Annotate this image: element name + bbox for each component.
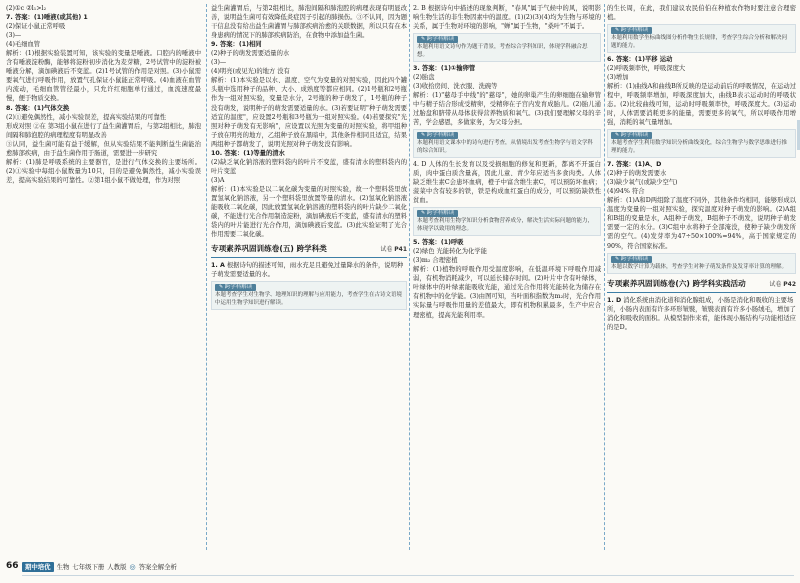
answer-text: (4)明亮(或见光)的地方 没有 bbox=[211, 68, 290, 76]
interdisciplinary-tip bbox=[607, 24, 796, 53]
answer-text: (3)A bbox=[211, 176, 225, 184]
answer-text: 的生长周，在此，我们建议农民伯伯在种植农作物时要注意合理密植。 bbox=[607, 5, 796, 22]
page-footer bbox=[0, 553, 800, 583]
interdisciplinary-tip bbox=[607, 253, 796, 274]
answer-heading: 8. 答案：(1)气体交换 bbox=[6, 104, 70, 112]
answer-text: (3)— bbox=[211, 59, 227, 67]
answer-heading: 10. 答案：(1)等量的清水 bbox=[211, 149, 285, 157]
grade-label: 七年级下册 bbox=[72, 563, 105, 571]
tip-text: 本题考查利用生物学知识分析食物营养成分，解决生活实际问题的能力，体现学以致用的理念。 bbox=[417, 218, 594, 232]
answer-text: 解析：(1)本实验是以二氧化碳为变量的对照实验，故一个塑料袋里放置氢氧化钠溶液，另一个塑料袋里放置等量的清水。(2)氢氧化钠溶液能吸收二氧化碳，因此放置氢氧化钠溶液的塑料袋内的叶片缺少二氧化碳，不能进行光合作用制造淀粉，滴加碘液后不变蓝，盛有清水的塑料袋内的叶片能进行光合作用，滴加碘液后变蓝。(3)此实验证明了光合作用需要二氧化碳。 bbox=[211, 185, 407, 239]
answer-text: 解析：(1)曲线A和曲线B所反映的是运动前后的呼吸情况，在运动过程中，呼吸频率增加，呼吸深度加大，曲线B表示运动时的呼吸状态。(2)比较曲线可知，运动时呼吸频率快，呼吸深度大。(3)运动时，人体需要消耗更多的能量，需要更多的氧气，所以呼吸作用增强，消耗的氧气量增加。 bbox=[607, 83, 796, 127]
tip-tag: ✎ 跨学科解读 bbox=[417, 210, 458, 217]
section-title bbox=[211, 243, 407, 258]
answer-heading: 3. 答案：(1)①输卵管 bbox=[413, 64, 476, 72]
answer-heading: 5. 答案：(1)呼吸 bbox=[413, 239, 464, 247]
answer-text: (4)毛细血管 bbox=[6, 41, 41, 49]
answer-text: (2)种子的萌发需要水 bbox=[607, 170, 667, 178]
interdisciplinary-tip bbox=[413, 207, 601, 236]
answer-text: 解析：(1)A和D两组除了温度不同外，其他条件均相同，能够形成以温度为变量的一组对照实验，探究温度对种子萌发的影响。(2)A组和B组的变量是水，A组种子萌发，B组种子不萌发，说明种子萌发需要一定的水分。(3)C组中水将种子全部淹没，使种子缺少萌发所需的空气。(4)发芽率为47÷50×100%=94%，高于国家规定的90%，符合国家标准。 bbox=[607, 197, 796, 250]
answer-text: 益生菌灌胃后，与第2组相比，肺泡间隔和肺泡腔的病理表现有明显改善，说明益生菌可有效降低炎症因子引起的肺损伤。③不认同，因为题干信息没有给出益生菌灌胃与肺部疾病治愈的关联数据，所以只有在本身患病的情况下的肺部疾病防治，在食物中添加益生菌。 bbox=[211, 5, 407, 40]
footer-band bbox=[22, 561, 177, 572]
column-divider bbox=[409, 4, 410, 550]
tip-tag: ✎ 跨学科解读 bbox=[417, 36, 458, 43]
answer-text: 2. B 根据诗句中描述的现象判断，"春风"属于气候中的风，说明影响生物生活的非生物因素中的温度。(1)(2)(3)(4)均为生物与环境的关系，属于生物对环境的影响，"蝉"属于生物，"桑叶"不属于。 bbox=[413, 5, 601, 31]
section-title bbox=[607, 278, 796, 293]
page-reference: 试卷 P41 bbox=[380, 246, 407, 254]
answer-text: (2)缺乏氧化钠溶液的塑料袋内的叶片不变蓝，盛有清水的塑料袋内的叶片变蓝 bbox=[211, 158, 407, 175]
bullet-icon: ◎ bbox=[129, 562, 136, 571]
tip-text: 本题利用语文诗句作为题干背景，考查综合学科知识，体现学科融合思想。 bbox=[417, 44, 588, 58]
section-title-text: 专项素养巩固训练卷(五) 跨学科类 bbox=[211, 244, 327, 254]
edition-label: 人教版 bbox=[107, 563, 127, 571]
series-label: 答案全解全析 bbox=[138, 563, 177, 571]
section-title-text: 专项素养巩固训练卷(六) 跨学科实践活动 bbox=[607, 278, 746, 288]
tip-tag: ✎ 跨学科解读 bbox=[215, 284, 256, 291]
answer-text: (2)绿色 光能转化为化学能 bbox=[413, 248, 487, 256]
column-2 bbox=[211, 4, 407, 550]
answer-text: 4. D 人体的生长发育以及受损细胞的修复和更新，都离不开蛋白质，肉中蛋白质含量高，因此儿童、青少年应适当多食肉类。人体缺乏维生素C会患坏血病，橙子中富含维生素C，可以预防坏血病；菠菜中含有较多的铁，铁是构成血红蛋白的成分，可以预防缺铁性贫血。 bbox=[413, 161, 601, 205]
column-4 bbox=[607, 4, 796, 550]
answer-heading: 7. 答案：(1)唾液(或其他) 1 bbox=[6, 14, 88, 22]
page-reference: 试卷 P42 bbox=[769, 280, 796, 288]
tip-tag: ✎ 跨学科解读 bbox=[417, 132, 458, 139]
answer-text: (3)缺少氧气(或缺少空气) bbox=[607, 179, 678, 187]
tip-text: 本题利用数学坐标曲线图分析作物生长规律，考查学生综合分析和解决问题的能力。 bbox=[611, 35, 788, 49]
subject-label: 生物 bbox=[56, 563, 70, 571]
column-3 bbox=[413, 4, 601, 550]
answer-text: (2)①避免偶然性，减小实验误差，提高实验结果的可靠性 bbox=[6, 113, 167, 121]
tip-tag: ✎ 跨学科解读 bbox=[611, 132, 652, 139]
tip-text: 本题考查学生利用数学知识分析曲线变化，综合生物学与数学思维进行推理的能力。 bbox=[611, 140, 788, 154]
answer-text: 形成对照 ②在 第3组小鼠在进行了益生菌灌胃后，与第2组相比，肺泡间隔和肺泡腔的病理程度有明显改善 bbox=[6, 122, 201, 139]
answer-heading: 6. 答案：(1)平移 运动 bbox=[607, 55, 673, 63]
column-divider bbox=[604, 4, 605, 550]
answer-heading: 9. 答案：(1)相同 bbox=[211, 41, 262, 49]
answer-text: (2)保证小鼠正常呼吸 bbox=[6, 23, 66, 31]
answer-text: (2)呼吸频率快，呼吸深度大 bbox=[607, 64, 686, 72]
interdisciplinary-tip bbox=[211, 281, 407, 310]
answer-text: ③认同，益生菌可能有益于缓解，但从实验结果不能判断益生菌能治愈肺部疾病，由于益生菌作用于肠道，需要进一步研究 bbox=[6, 140, 201, 157]
answer-text: (3)增加 bbox=[607, 74, 629, 81]
answer-text: 解析：(1)"慈母手中线"的"慈母"，她的卵巢产生的卵细胞在输卵管中与精子结合形成受精卵，受精卵在子宫内发育成胎儿。(2)胎儿通过胎盘和脐带从母体获得营养物质和氧气。(3)我们要理解父母的辛苦，学会感恩，多做家务，为父母分担。 bbox=[413, 92, 601, 127]
answer-text: 解析：(1)植物的呼吸作用受温度影响，在低温环境下呼吸作用减弱，有机物消耗减少，可以延长储存时间。(2)叶片中含有叶绿体，叶绿体中的叶绿素能吸收光能，通过光合作用将光能转化为储存在有机物中的化学能。(3)由图可知，当叶面积指数为m₂时，光合作用实际量与呼吸作用量的差值最大，即有机物积累最多，生产中应合理密植，提高光能利用率。 bbox=[413, 266, 601, 319]
answer-text: (3)收拾房间、洗衣服、洗碗等 bbox=[413, 83, 498, 91]
page-number: 66 bbox=[6, 561, 19, 571]
interdisciplinary-tip bbox=[413, 33, 601, 62]
tip-tag: ✎ 跨学科解读 bbox=[611, 256, 652, 263]
interdisciplinary-tip bbox=[607, 129, 796, 158]
series-badge: 期中培优 bbox=[22, 562, 54, 572]
answer-heading: 1. D 消化系统由消化道和消化腺组成，小肠是消化和吸收的主要场所，小肠内表面有许多环形皱襞，皱襞表面有许多小肠绒毛，增加了消化和吸收的面积。从模型制作来看，能体现小肠结构与功能相适应的是D。 bbox=[607, 296, 796, 332]
tip-tag: ✎ 跨学科解读 bbox=[611, 27, 652, 34]
answer-text: 解析：(1)本实验是以水、温度、空气为变量的对照实验，因此四个罐头瓶中选用种子的品种、大小、成熟度等都应相同。(2)1号瓶和2号瓶作为一组对照实验，变量是水分，2号瓶的种子萌发了，1号瓶的种子没有萌发，说明种子的萌发需要适量的水。(3)若要证明"种子萌发需要适宜的温度"，应设置2号瓶和3号瓶为一组对照实验。(4)若要探究"光照对种子萌发有无影响"，应设置以光照为变量的对照实验，将甲组种子放在明亮的地方，乙组种子放在黑暗中，其他条件相同且适宜，结果两组种子都萌发了，说明光照对种子萌发没有影响。 bbox=[211, 77, 407, 148]
answer-text: (4)94% 符合 bbox=[607, 188, 645, 196]
answer-text: (3)m₂ 合理密植 bbox=[413, 257, 458, 265]
answer-heading: 7. 答案：(1)A、D bbox=[607, 161, 662, 169]
tip-text: 本题利用语文课本中的诗句进行考查，从情境出发考查生物学与语文学科的综合知识。 bbox=[417, 140, 594, 154]
tip-text: 本题考查学生对生物学、地理知识的理解与应用能力，考查学生在古诗文语境中运用生物学知识进行解读。 bbox=[215, 292, 403, 306]
answer-text: 解析：(1)肺是呼吸系统的主要器官，是进行气体交换的主要场所。(2)①实验中每组小鼠数量为10只，目的是避免偶然性，减小实验误差，提高实验结果的可靠性。②第1组小鼠不做处理，作为对照 bbox=[6, 158, 201, 184]
answer-text: (3)— bbox=[6, 32, 22, 40]
footer-rule bbox=[22, 575, 794, 576]
answer-text: (2)种子的萌发需要适量的水 bbox=[211, 50, 290, 58]
answer-text: (2)①c ②l₁>l₂ bbox=[6, 5, 47, 12]
column-1 bbox=[6, 4, 201, 550]
column-divider bbox=[206, 4, 207, 550]
tip-text: 本题以数学计算为载体，考查学生对种子萌发条件及发芽率计算的理解。 bbox=[611, 263, 788, 270]
answer-heading: 1. A 根据诗句的描述可知，雨水充足且避免过量降水的条件，说明种子萌发需要适量的水。 bbox=[211, 262, 404, 279]
answer-text: 解析：(1)根据实验装置可知，该实验的变量是唾液。口腔内的唾液中含有唾液淀粉酶，能够将淀粉初步消化为麦芽糖，2号试管中的淀粉被唾液分解，滴加碘液后不变蓝。(2)1号试管的作用是对照。(3)小鼠需要氧气进行呼吸作用，放置气孔保证小鼠能正常呼吸。(4)血液在血管内流动，毛细血管管径最小，只允许红细胞单行通过，血流速度最慢，便于物质交换。 bbox=[6, 50, 201, 103]
interdisciplinary-tip bbox=[413, 129, 601, 158]
answer-text: (2)胎盘 bbox=[413, 74, 435, 81]
